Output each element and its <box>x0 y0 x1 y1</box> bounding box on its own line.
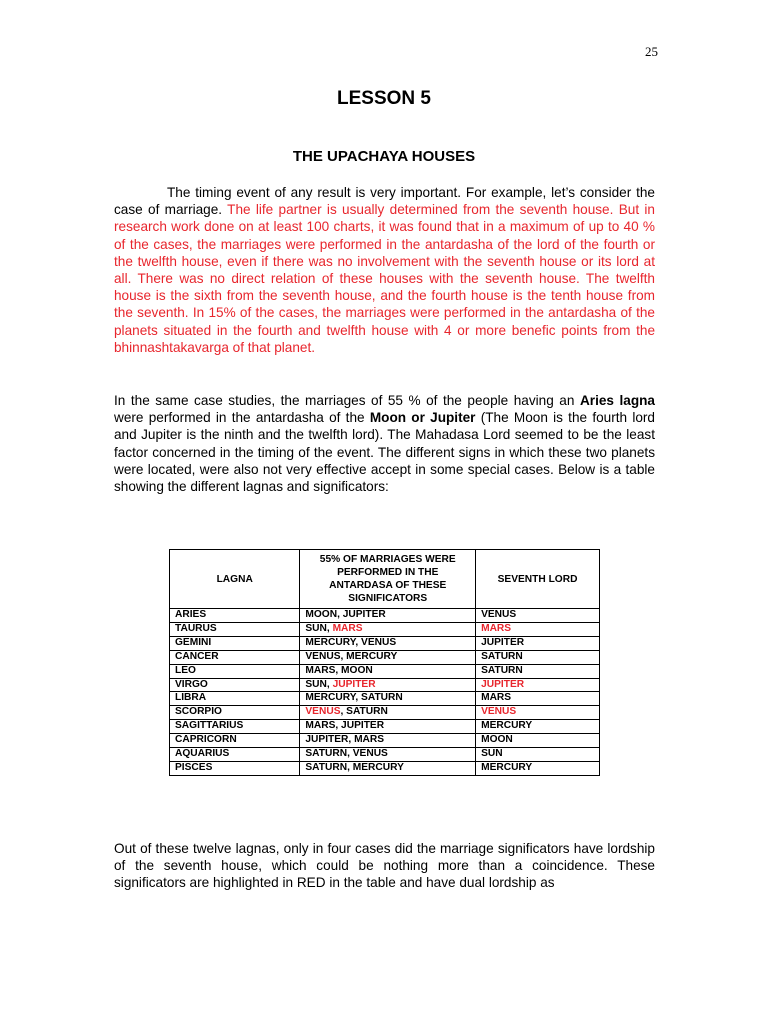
table-row <box>170 609 600 623</box>
seventh-lord-cell: MERCURY <box>476 720 600 734</box>
significators-cell <box>300 609 476 623</box>
table-row <box>170 622 600 636</box>
seventh-lord-cell: SATURN <box>476 664 600 678</box>
para2-text-1: In the same case studies, the marriages of 55 % of the people having an <box>114 393 575 408</box>
lagna-cell: CAPRICORN <box>170 734 300 748</box>
lagna-cell: TAURUS <box>170 622 300 636</box>
paragraph-conclusion: Out of these twelve lagnas, only in four cases did the marriage significators have lordship of the seventh house, which could be nothing more than a coincidence. These significators are highlighted in RED in the table and have dual lordship as <box>114 841 655 891</box>
significators-text-after: , SATURN <box>340 706 388 718</box>
table-row <box>170 748 600 762</box>
header-significators: 55% OF MARRIAGES WERE PERFORMED IN THE ANTARDASA OF THESE SIGNIFICATORS <box>300 550 476 609</box>
significators-text: SUN, <box>305 622 330 634</box>
significators-cell <box>300 720 476 734</box>
para2-bold-moon-jupiter: Moon or Jupiter <box>369 410 476 426</box>
significators-text: SUN, <box>305 678 330 690</box>
page-number: 25 <box>645 44 658 59</box>
table-header-row <box>170 550 600 609</box>
para1-black-text: The timing event of any result is very important. For example, let’s consider the case of marriage. <box>114 185 655 218</box>
table-row <box>170 650 600 664</box>
seventh-lord-cell: JUPITER <box>476 636 600 650</box>
lagna-cell: LEO <box>170 664 300 678</box>
header-seventh-lord: SEVENTH LORD <box>476 550 600 609</box>
para2-text-3: (The Moon is the fourth lord and Jupiter is the ninth and the twelfth lord). The Mahadasa Lord seemed to be the least factor concerned in the timing of the event. The different signs in which these two planets were located, were also not very effective accept in some special cases. Below is a table showing the different lagnas and significators: <box>114 410 655 495</box>
seventh-lord-cell: SUN <box>476 748 600 762</box>
table-row <box>170 664 600 678</box>
significators-text: MERCURY, SATURN <box>305 692 403 704</box>
significators-cell <box>300 664 476 678</box>
para1-red-text: The life partner is usually determined from the seventh house. But in research work done on at least 100 charts, it was found that in a maximum of up to 40 % of the cases, the marriages were performed in the antardasha of the lord of the fourth or the twelfth house, even if there was no involvement with the seventh house or its lord at all. There was no direct relation of these houses with the seventh house. The twelfth house is the sixth from the seventh house, and the fourth house is the tenth house from the seventh. In 15% of the cases, the marriages were performed in the antardasha of the planets situated in the fourth and twelfth house with 4 or more benefic points from the bhinnashtakavarga of that planet. <box>114 202 655 355</box>
table-row <box>170 720 600 734</box>
table-row <box>170 734 600 748</box>
lagna-cell: SCORPIO <box>170 706 300 720</box>
seventh-lord-cell: SATURN <box>476 650 600 664</box>
seventh-lord-cell: VENUS <box>476 609 600 623</box>
significators-text: MOON, JUPITER <box>305 609 386 620</box>
significators-cell <box>300 650 476 664</box>
paragraph-case-studies <box>114 392 655 495</box>
significators-cell <box>300 692 476 706</box>
significators-cell <box>300 748 476 762</box>
significators-cell <box>300 734 476 748</box>
table-row <box>170 706 600 720</box>
significators-text: MERCURY, VENUS <box>305 636 397 648</box>
lagna-cell: ARIES <box>170 609 300 623</box>
lagna-cell: GEMINI <box>170 636 300 650</box>
significators-text: VENUS, MERCURY <box>305 650 398 662</box>
significators-cell <box>300 761 476 775</box>
significators-highlight: JUPITER <box>329 678 376 690</box>
significators-cell <box>300 706 476 720</box>
lagna-cell: LIBRA <box>170 692 300 706</box>
seventh-lord-cell: MARS <box>476 622 600 636</box>
lagna-cell: SAGITTARIUS <box>170 720 300 734</box>
table-row <box>170 678 600 692</box>
seventh-lord-cell: MERCURY <box>476 761 600 775</box>
significators-cell <box>300 678 476 692</box>
significators-text: SATURN, VENUS <box>305 748 388 760</box>
para2-bold-aries: Aries lagna <box>579 393 655 408</box>
significators-table <box>169 549 600 776</box>
significators-cell <box>300 622 476 636</box>
lesson-title: LESSON 5 <box>337 88 431 109</box>
lagna-cell: CANCER <box>170 650 300 664</box>
seventh-lord-cell: MARS <box>476 692 600 706</box>
header-lagna: LAGNA <box>170 550 300 609</box>
significators-cell <box>300 636 476 650</box>
seventh-lord-cell: MOON <box>476 734 600 748</box>
lagna-cell: AQUARIUS <box>170 748 300 762</box>
table-body <box>170 609 600 776</box>
table-row <box>170 636 600 650</box>
lagna-cell: VIRGO <box>170 678 300 692</box>
significators-text: MARS, MOON <box>305 664 373 676</box>
seventh-lord-cell: VENUS <box>476 706 600 720</box>
lesson-subtitle: THE UPACHAYA HOUSES <box>292 148 476 165</box>
significators-text: SATURN, MERCURY <box>305 761 404 773</box>
significators-text: JUPITER, MARS <box>305 734 385 746</box>
table-row <box>170 692 600 706</box>
lagna-cell: PISCES <box>170 761 300 775</box>
significators-highlight: VENUS <box>305 706 341 718</box>
paragraph-intro <box>114 184 655 356</box>
para2-text-2: were performed in the antardasha of the <box>114 410 365 426</box>
table-row <box>170 761 600 775</box>
significators-text: MARS, JUPITER <box>305 720 385 732</box>
significators-highlight: MARS <box>329 622 363 634</box>
seventh-lord-cell: JUPITER <box>476 678 600 692</box>
